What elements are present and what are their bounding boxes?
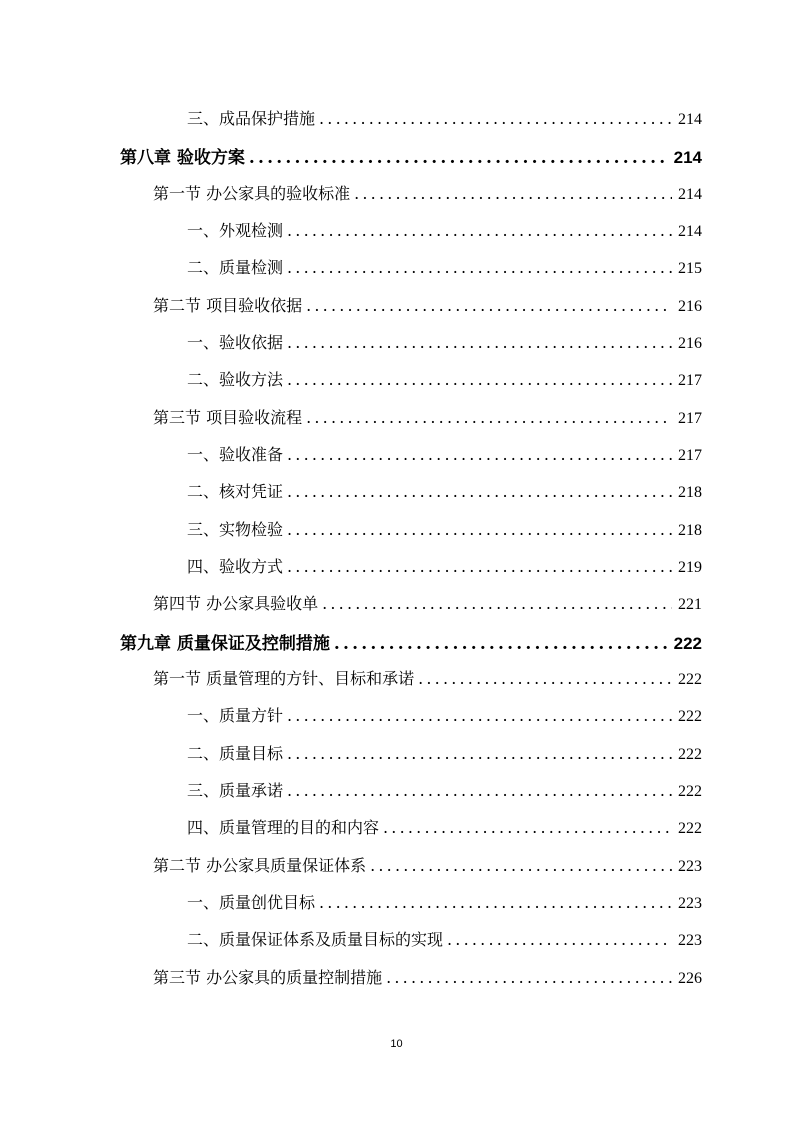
- toc-entry-title: 第一节 质量管理的方针、目标和承诺: [153, 669, 415, 688]
- toc-leader-dots: [287, 781, 672, 800]
- toc-entry-title: 一、质量创优目标: [187, 893, 316, 912]
- toc-leader-dots: [418, 669, 672, 688]
- toc-entry[interactable]: [187, 106, 702, 136]
- toc-entry[interactable]: [187, 367, 702, 397]
- toc-entry[interactable]: [187, 442, 702, 472]
- toc-leader-dots: [322, 594, 672, 613]
- toc-entry-section[interactable]: [153, 965, 702, 995]
- toc-entry-title: 二、质量目标: [187, 744, 284, 763]
- toc-leader-dots: [287, 333, 672, 352]
- toc-entry-page: 223: [678, 858, 702, 875]
- toc-entry-page: 215: [678, 260, 702, 277]
- toc-entry-title: 第三节 办公家具的质量控制措施: [153, 968, 383, 987]
- toc-entry-section[interactable]: [153, 666, 702, 696]
- toc-leader-dots: [354, 184, 672, 203]
- toc-entry-page: 219: [678, 559, 702, 576]
- toc-leader-dots: [287, 744, 672, 763]
- toc-entry-page: 217: [678, 410, 702, 427]
- toc-entry-title: 第四节 办公家具验收单: [153, 594, 319, 613]
- toc-entry-page: 216: [678, 335, 702, 352]
- toc-entry-page: 222: [678, 671, 702, 688]
- toc-entry-title: 二、质量保证体系及质量目标的实现: [187, 930, 444, 949]
- toc-entry-page: 223: [678, 932, 702, 949]
- toc-leader-dots: [383, 818, 672, 837]
- toc-entry-title: 第八章 验收方案: [120, 148, 245, 168]
- toc-entry-title: 三、成品保护措施: [187, 109, 316, 128]
- toc-entry-title: 第一节 办公家具的验收标准: [153, 184, 351, 203]
- toc-entry-section[interactable]: [153, 853, 702, 883]
- toc-entry-title: 三、质量承诺: [187, 781, 284, 800]
- toc-entry[interactable]: [187, 741, 702, 771]
- toc-entry-page: 217: [678, 372, 702, 389]
- toc-entry-page: 222: [678, 746, 702, 763]
- toc-entry-title: 第二节 项目验收依据: [153, 296, 303, 315]
- toc-leader-dots: [287, 706, 672, 725]
- toc-leader-dots: [287, 258, 672, 277]
- toc-entry-title: 四、质量管理的目的和内容: [187, 818, 380, 837]
- toc-leader-dots: [370, 856, 672, 875]
- toc-entry-page: 222: [678, 708, 702, 725]
- page-number: 10: [390, 1038, 403, 1050]
- toc-entry-page: 214: [678, 186, 702, 203]
- toc-entry-title: 一、外观检测: [187, 221, 284, 240]
- toc-leader-dots: [319, 893, 672, 912]
- toc-leader-dots: [319, 109, 672, 128]
- toc-leader-dots: [287, 370, 672, 389]
- toc-entry-page: 222: [678, 820, 702, 837]
- toc-entry[interactable]: [187, 927, 702, 957]
- toc-entry-title: 二、验收方法: [187, 370, 284, 389]
- toc-entry-page: 223: [678, 895, 702, 912]
- toc-entry-title: 一、验收准备: [187, 445, 284, 464]
- toc-entry-title: 二、核对凭证: [187, 482, 284, 501]
- toc-leader-dots: [287, 221, 672, 240]
- toc-entry-chapter[interactable]: [120, 629, 702, 659]
- toc-entry[interactable]: [187, 479, 702, 509]
- toc-entry-page: 214: [678, 223, 702, 240]
- toc-leader-dots: [287, 520, 672, 539]
- toc-entry[interactable]: [187, 255, 702, 285]
- toc-entry-title: 三、实物检验: [187, 520, 284, 539]
- toc-leader-dots: [249, 148, 668, 168]
- toc-entry-page: 214: [678, 111, 702, 128]
- toc-entry-section[interactable]: [153, 591, 702, 621]
- toc-leader-dots: [386, 968, 672, 987]
- toc-entry[interactable]: [187, 778, 702, 808]
- toc-entry-section[interactable]: [153, 293, 702, 323]
- toc-entry-chapter[interactable]: [120, 143, 702, 173]
- toc-leader-dots: [287, 482, 672, 501]
- toc-entry[interactable]: [187, 890, 702, 920]
- toc-leader-dots: [447, 930, 672, 949]
- toc-entry-page: 221: [678, 596, 702, 613]
- toc-entry-page: 214: [673, 148, 702, 167]
- toc-entry-page: 226: [678, 970, 702, 987]
- toc-entry-section[interactable]: [153, 405, 702, 435]
- toc-leader-dots: [287, 445, 672, 464]
- toc-leader-dots: [334, 634, 668, 654]
- toc-entry-title: 第二节 办公家具质量保证体系: [153, 856, 367, 875]
- toc-entry[interactable]: [187, 218, 702, 248]
- toc-entry-page: 217: [678, 447, 702, 464]
- toc-leader-dots: [306, 408, 672, 427]
- toc-entry-page: 216: [678, 298, 702, 315]
- toc-leader-dots: [306, 296, 672, 315]
- toc-leader-dots: [287, 557, 672, 576]
- toc-entry[interactable]: [187, 703, 702, 733]
- toc-entry-page: 222: [678, 783, 702, 800]
- toc-entry[interactable]: [187, 815, 702, 845]
- toc-entry-title: 第三节 项目验收流程: [153, 408, 303, 427]
- toc-entry-section[interactable]: [153, 181, 702, 211]
- toc-entry-title: 一、质量方针: [187, 706, 284, 725]
- toc-entry[interactable]: [187, 517, 702, 547]
- toc-entry-title: 二、质量检测: [187, 258, 284, 277]
- toc-entry[interactable]: [187, 554, 702, 584]
- toc-entry-title: 一、验收依据: [187, 333, 284, 352]
- toc-entry[interactable]: [187, 330, 702, 360]
- toc-entry-page: 218: [678, 522, 702, 539]
- toc-entry-page: 218: [678, 484, 702, 501]
- toc-entry-title: 第九章 质量保证及控制措施: [120, 634, 330, 654]
- toc-entry-page: 222: [673, 634, 702, 653]
- toc-entry-title: 四、验收方式: [187, 557, 284, 576]
